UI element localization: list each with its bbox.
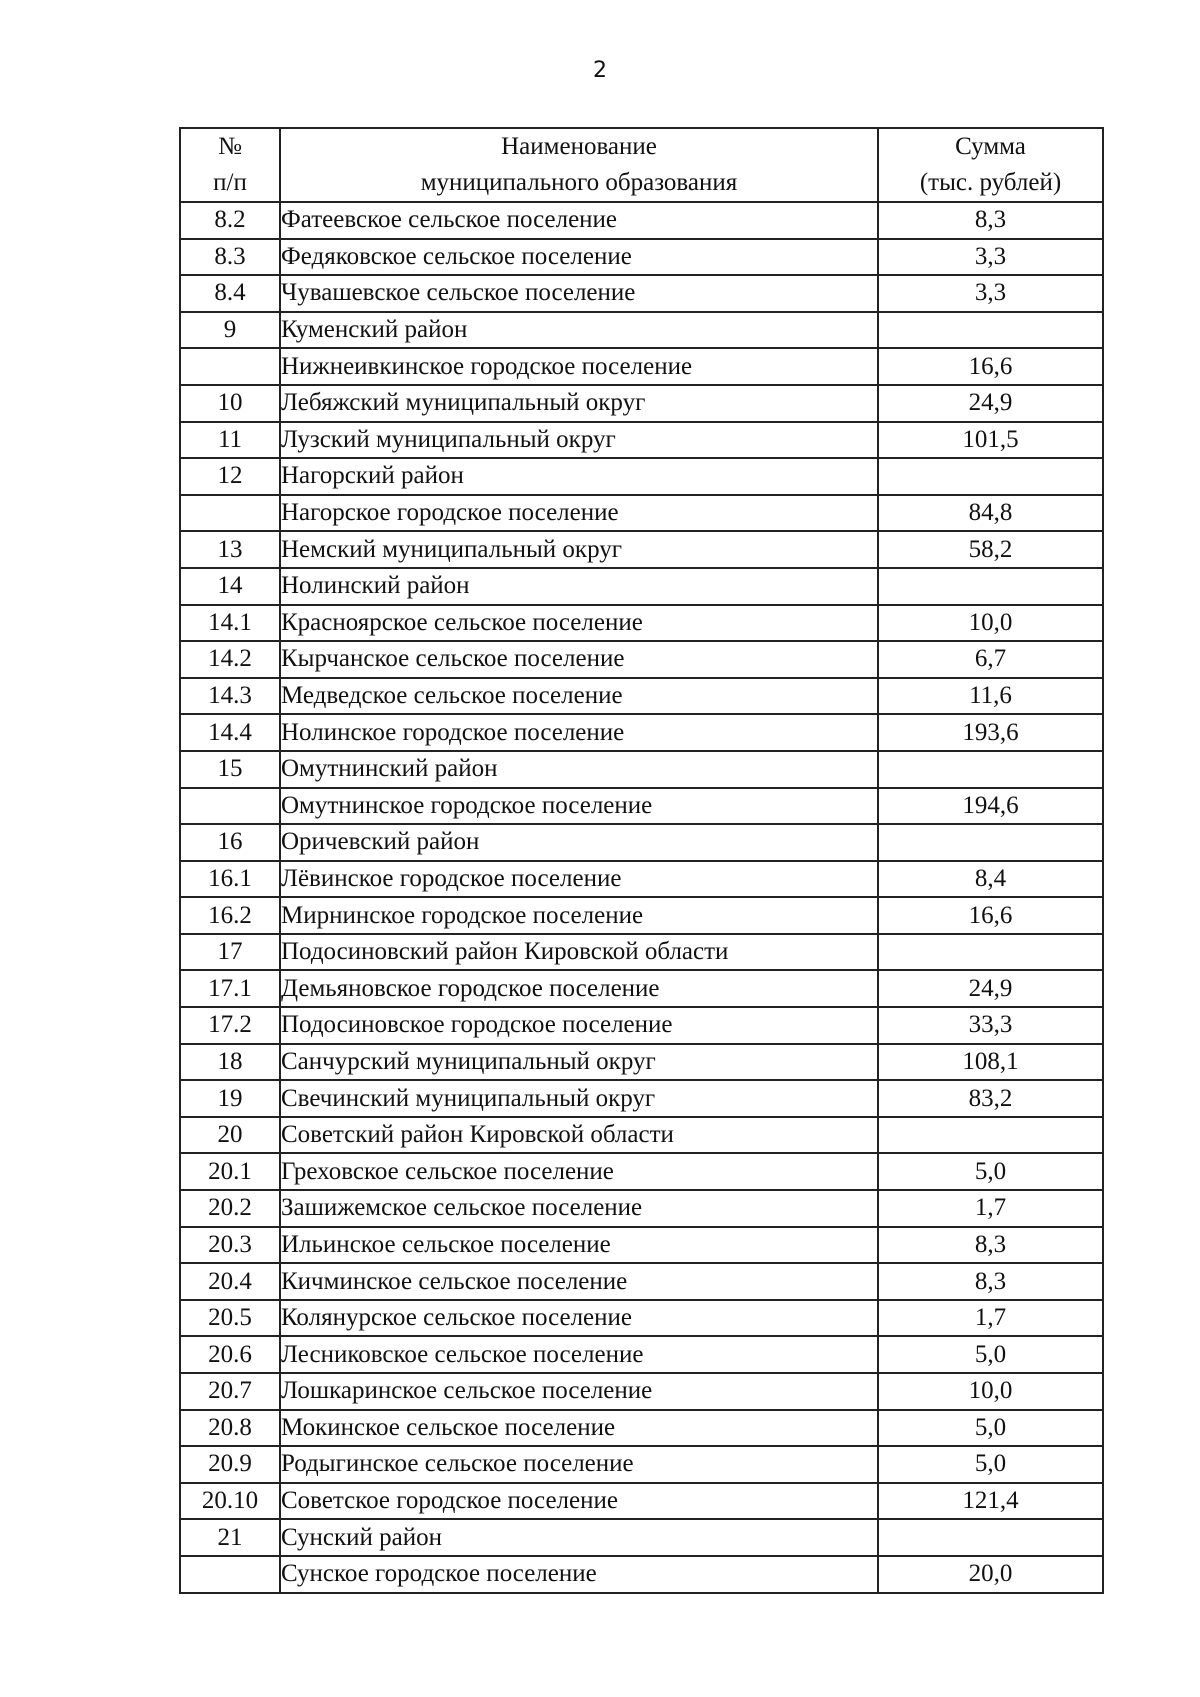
- row-sum-cell: 16,6: [878, 348, 1103, 385]
- row-number-cell: 11: [180, 422, 280, 459]
- table-row: [180, 1227, 1103, 1264]
- row-sum-cell: 5,0: [878, 1336, 1103, 1373]
- header-sum-line1: Сумма: [955, 133, 1026, 160]
- row-number-cell: 20.1: [180, 1153, 280, 1190]
- page-number: 2: [593, 58, 607, 83]
- row-sum-cell: 3,3: [878, 239, 1103, 276]
- row-sum-cell: 10,0: [878, 1373, 1103, 1410]
- row-sum-cell: 108,1: [878, 1044, 1103, 1081]
- row-sum-cell: 6,7: [878, 641, 1103, 678]
- row-number-cell: 8.3: [180, 239, 280, 276]
- row-sum-cell: [878, 312, 1103, 349]
- table-row: [180, 714, 1103, 751]
- table-row: [180, 678, 1103, 715]
- row-number-cell: 20.6: [180, 1336, 280, 1373]
- row-sum-cell: 5,0: [878, 1446, 1103, 1483]
- row-sum-cell: [878, 934, 1103, 971]
- row-sum-cell: 1,7: [878, 1300, 1103, 1337]
- row-number-cell: 20.3: [180, 1227, 280, 1264]
- table-row: [180, 970, 1103, 1007]
- table-row: [180, 568, 1103, 605]
- row-sum-cell: 193,6: [878, 714, 1103, 751]
- row-sum-cell: 5,0: [878, 1410, 1103, 1447]
- header-name-line1: Наименование: [501, 133, 657, 160]
- row-name-cell: Лебяжский муниципальный округ: [280, 385, 878, 422]
- row-name-cell: Сунское городское поселение: [280, 1556, 878, 1593]
- row-name-cell: Кырчанское сельское поселение: [280, 641, 878, 678]
- row-name-cell: Нолинский район: [280, 568, 878, 605]
- row-number-cell: 14: [180, 568, 280, 605]
- row-sum-cell: 121,4: [878, 1483, 1103, 1520]
- table-row: [180, 1153, 1103, 1190]
- row-name-cell: Лошкаринское сельское поселение: [280, 1373, 878, 1410]
- row-number-cell: 20.2: [180, 1190, 280, 1227]
- row-number-cell: 12: [180, 458, 280, 495]
- table-row: [180, 312, 1103, 349]
- row-sum-cell: 10,0: [878, 605, 1103, 642]
- row-sum-cell: [878, 568, 1103, 605]
- row-sum-cell: 8,3: [878, 202, 1103, 239]
- table-row: [180, 641, 1103, 678]
- row-number-cell: 14.4: [180, 714, 280, 751]
- table-row: [180, 1556, 1103, 1593]
- row-name-cell: Медведское сельское поселение: [280, 678, 878, 715]
- row-sum-cell: 83,2: [878, 1080, 1103, 1117]
- table-row: [180, 458, 1103, 495]
- row-name-cell: Лесниковское сельское поселение: [280, 1336, 878, 1373]
- row-number-cell: 14.1: [180, 605, 280, 642]
- allocation-table: [179, 127, 1104, 1594]
- row-name-cell: Нижнеивкинское городское поселение: [280, 348, 878, 385]
- table-row: [180, 788, 1103, 825]
- table-row: [180, 275, 1103, 312]
- row-name-cell: Подосиновский район Кировской области: [280, 934, 878, 971]
- row-number-cell: 8.4: [180, 275, 280, 312]
- row-name-cell: Сунский район: [280, 1519, 878, 1556]
- row-name-cell: Кичминское сельское поселение: [280, 1263, 878, 1300]
- table-row: [180, 824, 1103, 861]
- row-name-cell: Санчурский муниципальный округ: [280, 1044, 878, 1081]
- row-name-cell: Немский муниципальный округ: [280, 531, 878, 568]
- table-row: [180, 1446, 1103, 1483]
- row-sum-cell: [878, 1117, 1103, 1154]
- row-sum-cell: 8,3: [878, 1227, 1103, 1264]
- row-sum-cell: 58,2: [878, 531, 1103, 568]
- table-row: [180, 934, 1103, 971]
- row-number-cell: [180, 1556, 280, 1593]
- table-row: [180, 1519, 1103, 1556]
- row-number-cell: 14.3: [180, 678, 280, 715]
- row-number-cell: 14.2: [180, 641, 280, 678]
- table-row: [180, 897, 1103, 934]
- row-name-cell: Омутнинский район: [280, 751, 878, 788]
- row-number-cell: 17.1: [180, 970, 280, 1007]
- row-sum-cell: [878, 458, 1103, 495]
- table-row: [180, 1483, 1103, 1520]
- header-name-column: [280, 128, 878, 202]
- header-name-line2: муниципального образования: [420, 169, 738, 196]
- row-number-cell: [180, 348, 280, 385]
- row-number-cell: 17: [180, 934, 280, 971]
- table-row: [180, 1373, 1103, 1410]
- header-number-line2: п/п: [213, 169, 247, 196]
- table-row: [180, 385, 1103, 422]
- header-row: [180, 128, 1103, 202]
- row-name-cell: Нолинское городское поселение: [280, 714, 878, 751]
- table-row: [180, 861, 1103, 898]
- header-sum-line2: (тыс. рублей): [919, 169, 1062, 196]
- row-number-cell: 20.5: [180, 1300, 280, 1337]
- table-row: [180, 1044, 1103, 1081]
- row-name-cell: Колянурское сельское поселение: [280, 1300, 878, 1337]
- row-number-cell: 21: [180, 1519, 280, 1556]
- row-number-cell: 20: [180, 1117, 280, 1154]
- row-number-cell: 20.4: [180, 1263, 280, 1300]
- row-sum-cell: 24,9: [878, 385, 1103, 422]
- table-row: [180, 531, 1103, 568]
- row-number-cell: 9: [180, 312, 280, 349]
- row-number-cell: 19: [180, 1080, 280, 1117]
- table-row: [180, 605, 1103, 642]
- row-name-cell: Фатеевское сельское поселение: [280, 202, 878, 239]
- table-body: [180, 202, 1103, 1593]
- header-sum-column: [878, 128, 1103, 202]
- row-sum-cell: [878, 1519, 1103, 1556]
- row-sum-cell: 1,7: [878, 1190, 1103, 1227]
- table-row: [180, 1080, 1103, 1117]
- row-sum-cell: 24,9: [878, 970, 1103, 1007]
- row-sum-cell: 8,4: [878, 861, 1103, 898]
- row-sum-cell: [878, 824, 1103, 861]
- row-name-cell: Зашижемское сельское поселение: [280, 1190, 878, 1227]
- table-row: [180, 1300, 1103, 1337]
- row-name-cell: Мирнинское городское поселение: [280, 897, 878, 934]
- row-sum-cell: 3,3: [878, 275, 1103, 312]
- table-row: [180, 202, 1103, 239]
- row-name-cell: Нагорское городское поселение: [280, 495, 878, 532]
- table-row: [180, 1007, 1103, 1044]
- row-number-cell: [180, 788, 280, 825]
- row-number-cell: 15: [180, 751, 280, 788]
- row-name-cell: Чувашевское сельское поселение: [280, 275, 878, 312]
- row-number-cell: 20.8: [180, 1410, 280, 1447]
- table-row: [180, 239, 1103, 276]
- row-name-cell: Подосиновское городское поселение: [280, 1007, 878, 1044]
- table-row: [180, 348, 1103, 385]
- header-number-line1: №: [218, 133, 242, 160]
- table-row: [180, 495, 1103, 532]
- row-name-cell: Ильинское сельское поселение: [280, 1227, 878, 1264]
- row-name-cell: Оричевский район: [280, 824, 878, 861]
- row-sum-cell: 101,5: [878, 422, 1103, 459]
- table-row: [180, 1190, 1103, 1227]
- table-row: [180, 1263, 1103, 1300]
- row-number-cell: 16.1: [180, 861, 280, 898]
- row-name-cell: Нагорский район: [280, 458, 878, 495]
- row-name-cell: Лузский муниципальный округ: [280, 422, 878, 459]
- row-name-cell: Советский район Кировской области: [280, 1117, 878, 1154]
- table-row: [180, 422, 1103, 459]
- row-number-cell: 18: [180, 1044, 280, 1081]
- row-number-cell: 8.2: [180, 202, 280, 239]
- row-sum-cell: 5,0: [878, 1153, 1103, 1190]
- header-number-column: [180, 128, 280, 202]
- row-number-cell: 20.10: [180, 1483, 280, 1520]
- row-name-cell: Куменский район: [280, 312, 878, 349]
- row-name-cell: Омутнинское городское поселение: [280, 788, 878, 825]
- row-sum-cell: 33,3: [878, 1007, 1103, 1044]
- row-number-cell: 17.2: [180, 1007, 280, 1044]
- row-name-cell: Советское городское поселение: [280, 1483, 878, 1520]
- table-row: [180, 1410, 1103, 1447]
- row-sum-cell: 11,6: [878, 678, 1103, 715]
- row-name-cell: Лёвинское городское поселение: [280, 861, 878, 898]
- table-row: [180, 1117, 1103, 1154]
- row-name-cell: Греховское сельское поселение: [280, 1153, 878, 1190]
- row-number-cell: 20.9: [180, 1446, 280, 1483]
- row-name-cell: Свечинский муниципальный округ: [280, 1080, 878, 1117]
- row-name-cell: Красноярское сельское поселение: [280, 605, 878, 642]
- row-number-cell: 13: [180, 531, 280, 568]
- table-row: [180, 751, 1103, 788]
- row-name-cell: Мокинское сельское поселение: [280, 1410, 878, 1447]
- row-sum-cell: 16,6: [878, 897, 1103, 934]
- row-sum-cell: [878, 751, 1103, 788]
- row-number-cell: 20.7: [180, 1373, 280, 1410]
- row-number-cell: 16.2: [180, 897, 280, 934]
- row-number-cell: 16: [180, 824, 280, 861]
- row-sum-cell: 8,3: [878, 1263, 1103, 1300]
- table-header: [180, 128, 1103, 202]
- row-sum-cell: 20,0: [878, 1556, 1103, 1593]
- table-row: [180, 1336, 1103, 1373]
- row-number-cell: [180, 495, 280, 532]
- row-name-cell: Федяковское сельское поселение: [280, 239, 878, 276]
- row-number-cell: 10: [180, 385, 280, 422]
- row-name-cell: Демьяновское городское поселение: [280, 970, 878, 1007]
- row-name-cell: Родыгинское сельское поселение: [280, 1446, 878, 1483]
- row-sum-cell: 84,8: [878, 495, 1103, 532]
- row-sum-cell: 194,6: [878, 788, 1103, 825]
